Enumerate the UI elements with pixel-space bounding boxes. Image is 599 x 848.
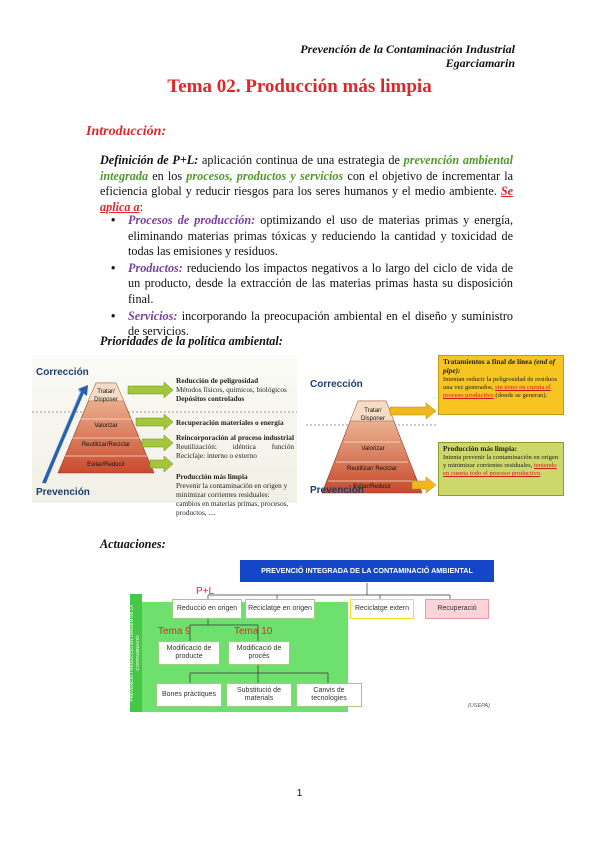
intro-heading: Introducción: xyxy=(86,124,167,139)
application-list xyxy=(100,213,513,341)
list-item-text: reduciendo los impactos negativos a lo largo del ciclo de vida de un producto, desde la extracción de las materias primas hasta su disposición final. xyxy=(128,260,513,306)
box-highlight: teniendo en cuenta todo el proceso productivo xyxy=(443,462,557,477)
source-reduction-box: Reducció en origen xyxy=(172,599,242,619)
cleaner-production-box xyxy=(438,442,564,496)
actions-heading: Actuaciones: xyxy=(100,537,166,551)
prevention-label: Prevención xyxy=(310,485,364,496)
pyramid-level-label: Reutilizar/Reciclar xyxy=(81,442,131,448)
definition-text: : xyxy=(139,199,143,214)
description-text: Reciclaje: interno o externo xyxy=(176,451,257,460)
box-title: Producción más limpia: xyxy=(443,444,518,453)
pyramid-level-label: Reutilizar/ Reciclar xyxy=(346,466,397,472)
correction-label: Corrección xyxy=(310,379,363,390)
page-title: Tema 02. Producción más limpia xyxy=(167,76,432,97)
box-title: Tratamientos a final de línea xyxy=(443,357,533,366)
box-text: Intentan reducir la peligrosidad de residuos una vez generados, xyxy=(443,376,558,391)
description-text: Reutilización: idéntica función xyxy=(176,442,294,451)
actions-diagram xyxy=(128,559,494,715)
applies-to-label: Se aplica a xyxy=(100,184,513,214)
document-header-author: Egarciamarin xyxy=(445,56,515,70)
priorities-pyramid-figure xyxy=(32,355,297,517)
description-title: Recuperación materiales o energía xyxy=(176,418,284,427)
recovery-description xyxy=(176,418,294,427)
definition-text: en los xyxy=(148,168,187,183)
page-number: 1 xyxy=(296,788,303,799)
list-item xyxy=(128,213,513,260)
list-item-text: optimizando el uso de materias primas y energía, eliminando materias primas tóxicas y reduciendo la cantidad y toxicidad de todas las emisiones y residuos. xyxy=(128,213,513,259)
pyramid-level-label: Tratar/ Disposer xyxy=(94,389,118,403)
pyramid-level-label: Tratar/ Disponer xyxy=(360,408,385,422)
process-modification-box: Modificació de procés xyxy=(228,641,290,665)
box-title-italic: (end of pipe): xyxy=(443,357,556,375)
good-practices-box: Bones pràctiques xyxy=(156,683,222,707)
box-text: Intenta prevenir la contaminación en origen y minimizar corrientes residuales, xyxy=(443,454,559,469)
description-text: Métodos físicos, químicos, biológicos xyxy=(176,385,287,394)
topic-10-label: Tema 10 xyxy=(234,626,273,637)
pl-label: P+L xyxy=(196,586,215,597)
priorities-heading: Prioridades de la política ambiental: xyxy=(100,334,283,348)
recovery-box: Recuperació xyxy=(425,599,489,619)
definition-paragraph xyxy=(100,153,513,215)
box-text: . xyxy=(540,470,542,477)
integrated-prevention-header: PREVENCIÓ INTEGRADA DE LA CONTAMINACIÓ AMBIENTAL xyxy=(240,560,494,582)
description-title: Reducción de peligrosidad xyxy=(176,376,259,385)
description-title: Reincorporación al proceso industrial xyxy=(176,433,294,442)
source-recycling-box: Reciclatge en origen xyxy=(245,599,315,619)
definition-text: con el objetivo de incrementar la eficiencia global y reducir riesgos para los seres humanos y el medio ambiente. xyxy=(100,168,513,199)
end-of-pipe-vs-pl-figure xyxy=(306,355,570,497)
definition-highlight: procesos, productos y servicios xyxy=(186,168,344,183)
box-text: (donde se generan). xyxy=(493,392,548,399)
cleaner-production-description xyxy=(176,472,294,517)
document-header-title: Prevención de la Contaminación Industrial xyxy=(300,42,515,56)
technology-changes-box: Canvis de tecnologies xyxy=(296,683,362,707)
prevention-label: Prevención xyxy=(36,487,90,498)
description-text: Prevenir la contaminación en origen y minimizar corrientes residuales: cambios en materias primas, procesos, productos, .... xyxy=(176,481,289,517)
source-credit: (USEPA) xyxy=(468,703,490,709)
pyramid-level-label: Evitar/Reducir xyxy=(353,484,391,490)
pyramid-level-label: Valorizar xyxy=(361,446,385,452)
pyramid-level-label: Valorizar xyxy=(94,423,118,429)
box-highlight: sin tener en cuenta el proceso productivo xyxy=(443,384,551,399)
list-item-term: Servicios: xyxy=(128,308,178,323)
definition-text: aplicación continua de una estrategia de xyxy=(198,153,404,167)
external-recycling-box: Reciclatge extern xyxy=(350,599,414,619)
pyramid-level-label: Evitar/Reducir xyxy=(87,462,125,468)
list-item-term: Productos: xyxy=(128,260,183,275)
list-item-text: incorporando la preocupación ambiental en el diseño y suministro de servicios. xyxy=(128,308,513,339)
end-of-pipe-box xyxy=(438,355,564,415)
treatment-description xyxy=(176,376,294,403)
topic-9-label: Tema 9 xyxy=(158,626,191,637)
list-item xyxy=(128,261,513,308)
reuse-description xyxy=(176,433,294,460)
material-substitution-box: Substitució de materials xyxy=(226,683,292,707)
side-label: PREVENCIÓ I REDUCCIÓ EN ORIGEN DE LA CONTAMINACIÓ xyxy=(129,604,140,702)
definition-highlight: prevención ambiental integrada xyxy=(100,153,513,183)
description-title: Producción más limpia xyxy=(176,472,248,481)
list-item-term: Procesos de producción: xyxy=(128,213,256,227)
correction-label: Corrección xyxy=(36,367,89,378)
description-title: Depósitos controlados xyxy=(176,394,245,403)
product-modification-box: Modificació de producte xyxy=(158,641,220,665)
definition-term: Definición de P+L: xyxy=(100,153,199,167)
